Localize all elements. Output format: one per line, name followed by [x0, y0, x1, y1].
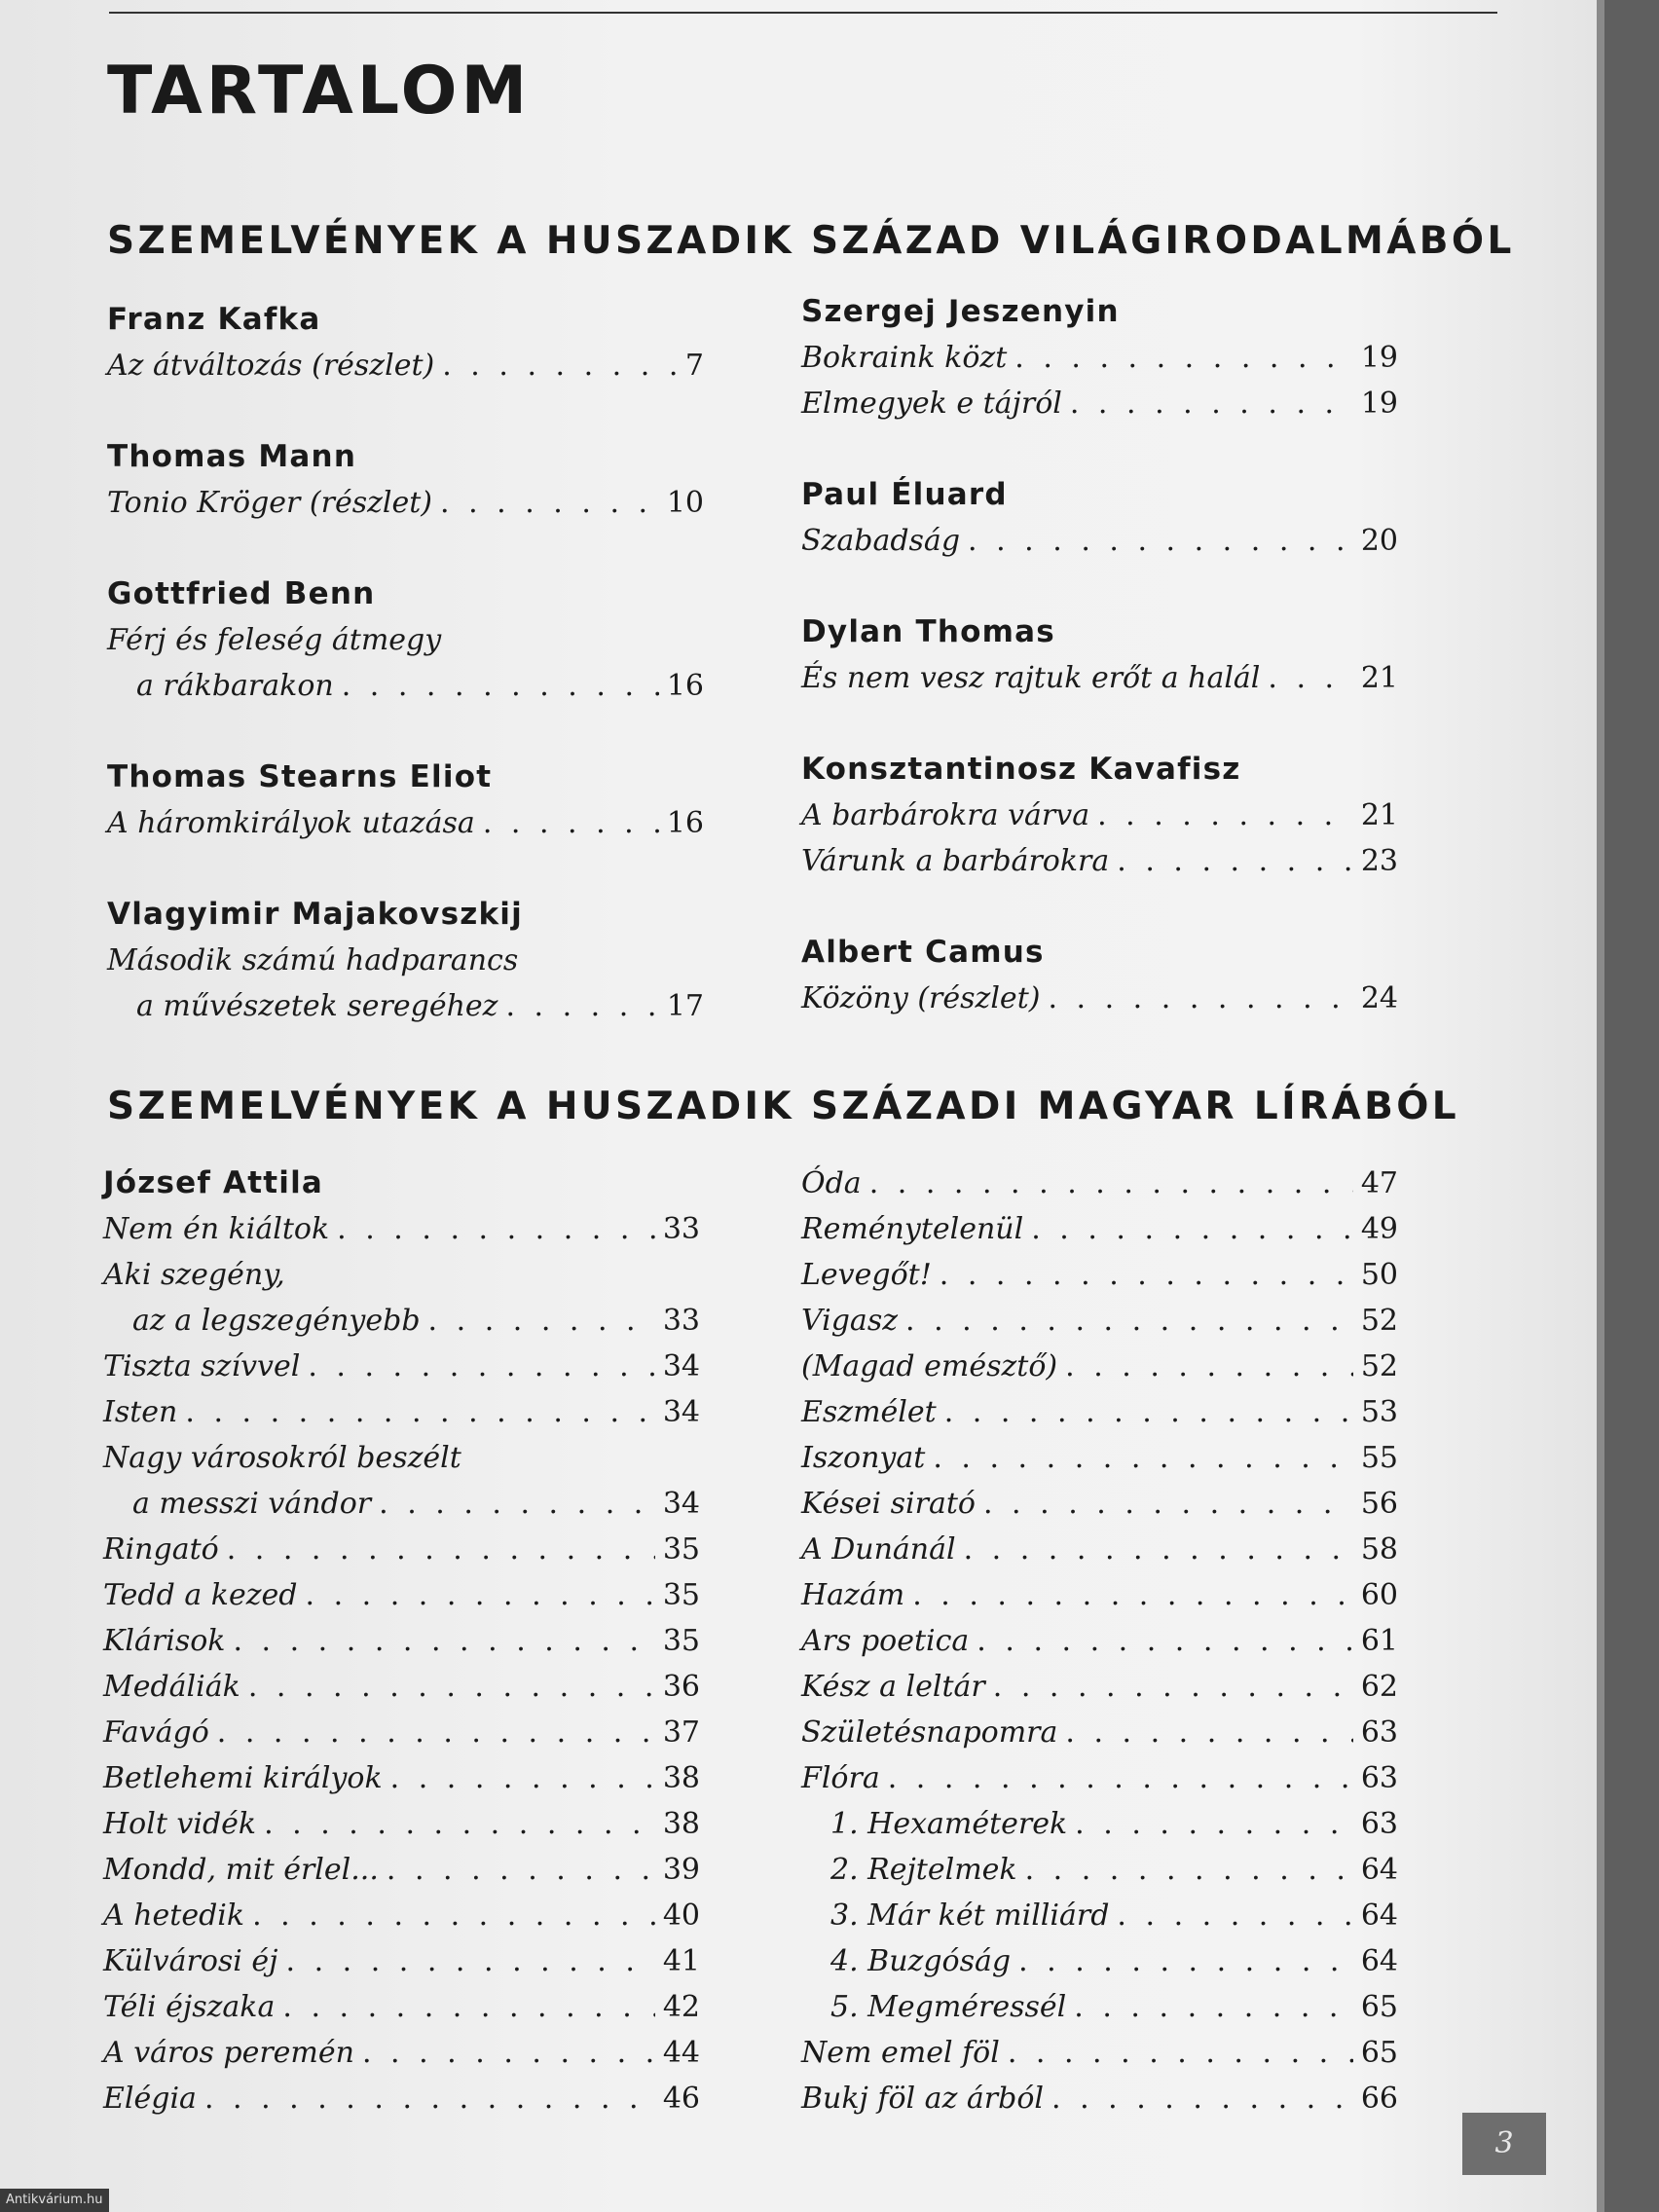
leader-dots: [442, 343, 678, 388]
entry-title: Eszmélet: [801, 1395, 937, 1429]
entry-page: 65: [1360, 1990, 1398, 2024]
entry-page: 40: [662, 1899, 700, 1933]
leader-dots: [1051, 2076, 1353, 2121]
leader-dots: [1117, 1893, 1352, 1938]
leader-dots: [1097, 793, 1353, 838]
toc-entry: [801, 1389, 1398, 1435]
entry-page: 56: [1360, 1487, 1398, 1521]
entry-page: 47: [1360, 1166, 1398, 1200]
leader-dots: [1070, 381, 1353, 426]
spacer: [801, 701, 1398, 747]
entry-title: A barbárokra várva: [801, 798, 1090, 832]
toc-entry: [103, 1298, 700, 1344]
toc-entry: [801, 838, 1398, 884]
toc-entry: [801, 1344, 1398, 1389]
author-name: Vlagyimir Majakovszkij: [107, 897, 523, 932]
entry-page: 61: [1360, 1624, 1398, 1658]
entry-title: Reménytelenül: [801, 1212, 1024, 1246]
entry-page: 33: [662, 1304, 700, 1338]
toc-entry: [801, 381, 1398, 426]
leader-dots: [342, 663, 659, 709]
spacer: [107, 846, 704, 892]
leader-dots: [252, 1893, 655, 1938]
toc-entry: [103, 1481, 700, 1527]
toc-entry: [103, 1572, 700, 1618]
toc-entry: [103, 1984, 700, 2030]
entry-title: Nagy városokról beszélt: [103, 1441, 461, 1475]
leader-dots: [964, 1527, 1353, 1572]
entry-title: A Dunánál: [801, 1532, 956, 1567]
toc-entry: [801, 1206, 1398, 1252]
toc-entry: [107, 343, 704, 388]
author-name: József Attila: [103, 1165, 324, 1200]
toc-entry: [801, 1801, 1398, 1847]
entry-page: 44: [662, 2036, 700, 2070]
entry-page: 36: [662, 1670, 700, 1704]
entry-title: Téli éjszaka: [103, 1990, 276, 2024]
toc-entry: [103, 1755, 700, 1801]
entry-page: 64: [1360, 1899, 1398, 1933]
entry-page: 19: [1360, 341, 1398, 375]
entry-title: A hetedik: [103, 1899, 245, 1933]
leader-dots: [944, 1389, 1353, 1435]
author-name: Paul Éluard: [801, 477, 1008, 512]
entry-title: Klárisok: [103, 1624, 226, 1658]
leader-dots: [983, 1481, 1353, 1527]
entry-title: Medáliák: [103, 1670, 240, 1704]
entry-title: És nem vesz rajtuk erőt a halál: [801, 661, 1261, 695]
toc-entry: [801, 793, 1398, 838]
entry-page: 37: [662, 1715, 700, 1750]
entry-page: 39: [662, 1853, 700, 1887]
toc-entry: [103, 1389, 700, 1435]
author-name: Gottfried Benn: [107, 576, 376, 611]
toc-entry: [103, 1938, 700, 1984]
entry-page: 17: [666, 989, 704, 1023]
entry-title: A háromkirályok utazása: [107, 806, 475, 840]
leader-dots: [968, 518, 1353, 564]
leader-dots: [1268, 655, 1352, 701]
leader-dots: [933, 1435, 1352, 1481]
leader-dots: [185, 1389, 654, 1435]
leader-dots: [888, 1755, 1353, 1801]
section-heading-hungarian-lyric: SZEMELVÉNYEK A HUSZADIK SZÁZADI MAGYAR LÍRÁBÓL: [107, 1085, 1460, 1128]
entry-page: 53: [1360, 1395, 1398, 1429]
page-number: 3: [1462, 2113, 1546, 2175]
leader-dots: [1014, 335, 1353, 381]
toc-entry: [801, 2076, 1398, 2121]
entry-page: 58: [1360, 1532, 1398, 1567]
leader-dots: [282, 1984, 654, 2030]
top-rule: [109, 12, 1497, 14]
entry-title: 3. Már két milliárd: [830, 1899, 1110, 1933]
toc-entry: [103, 1618, 700, 1664]
leader-dots: [337, 1206, 655, 1252]
entry-page: 63: [1360, 1761, 1398, 1795]
toc-entry: [801, 1298, 1398, 1344]
entry-title: Várunk a barbárokra: [801, 844, 1110, 878]
leader-dots: [308, 1344, 654, 1389]
entry-title: Nem emel föl: [801, 2036, 1000, 2070]
entry-page: 35: [662, 1578, 700, 1612]
toc-entry: [801, 1984, 1398, 2030]
entry-page: 21: [1360, 798, 1398, 832]
entry-title: Mondd, mit érlel...: [103, 1853, 379, 1887]
toc-entry: [801, 655, 1398, 701]
leader-dots: [1018, 1938, 1353, 1984]
toc-entry: [801, 335, 1398, 381]
leader-dots: [1048, 976, 1352, 1021]
leader-dots: [905, 1298, 1353, 1344]
entry-page: 16: [666, 806, 704, 840]
leader-dots: [227, 1527, 655, 1572]
entry-title: Aki szegény,: [103, 1258, 285, 1292]
entry-page: 49: [1360, 1212, 1398, 1246]
entry-title: Holt vidék: [103, 1807, 257, 1841]
entry-title: 4. Buzgóság: [830, 1944, 1012, 1978]
leader-dots: [440, 480, 659, 526]
leader-dots: [1065, 1344, 1353, 1389]
toc-entry: [801, 1252, 1398, 1298]
leader-dots: [286, 1938, 655, 1984]
toc-entry: [801, 1527, 1398, 1572]
entry-title: Az átváltozás (részlet): [107, 349, 435, 383]
entry-page: 34: [662, 1395, 700, 1429]
toc-entry: [801, 1710, 1398, 1755]
entry-title: Levegőt!: [801, 1258, 932, 1292]
leader-dots: [977, 1618, 1353, 1664]
spacer: [107, 526, 704, 571]
leader-dots: [379, 1481, 655, 1527]
entry-title: 2. Rejtelmek: [830, 1853, 1017, 1887]
spacer: [801, 884, 1398, 930]
entry-page: 34: [662, 1349, 700, 1383]
entry-page: 64: [1360, 1853, 1398, 1887]
leader-dots: [428, 1298, 655, 1344]
leader-dots: [362, 2030, 655, 2076]
entry-title: Férj és feleség átmegy: [107, 623, 442, 657]
toc-entry: [103, 2030, 700, 2076]
toc-entry: [801, 1938, 1398, 1984]
leader-dots: [912, 1572, 1353, 1618]
entry-page: 10: [666, 486, 704, 520]
entry-title: Bukj föl az árból: [801, 2082, 1044, 2116]
leader-dots: [1075, 1801, 1353, 1847]
toc-entry: [801, 1618, 1398, 1664]
entry-page: 38: [662, 1761, 700, 1795]
entry-title: A város peremén: [103, 2036, 354, 2070]
spacer: [107, 709, 704, 755]
entry-page: 34: [662, 1487, 700, 1521]
leader-dots: [264, 1801, 655, 1847]
entry-title: Flóra: [801, 1761, 880, 1795]
entry-page: 7: [684, 349, 704, 383]
leader-dots: [1065, 1710, 1352, 1755]
entry-page: 52: [1360, 1304, 1398, 1338]
leader-dots: [505, 983, 658, 1029]
entry-title: Elmegyek e tájról: [801, 387, 1062, 421]
toc-entry: [107, 800, 704, 846]
leader-dots: [233, 1618, 654, 1664]
entry-page: 24: [1360, 981, 1398, 1015]
toc-entry: [801, 1435, 1398, 1481]
entry-title: a messzi vándor: [132, 1487, 372, 1521]
entry-title: Ringató: [103, 1532, 219, 1567]
spacer: [801, 426, 1398, 472]
toc-entry: [801, 2030, 1398, 2076]
entry-title: Ars poetica: [801, 1624, 970, 1658]
spacer: [801, 564, 1398, 609]
toc-entry: [801, 1893, 1398, 1938]
entry-page: 38: [662, 1807, 700, 1841]
leader-dots: [1031, 1206, 1353, 1252]
entry-title: az a legszegényebb: [132, 1304, 421, 1338]
entry-title: 1. Hexaméterek: [830, 1807, 1068, 1841]
leader-dots: [248, 1664, 655, 1710]
author-name: Dylan Thomas: [801, 614, 1055, 649]
toc-entry: [801, 1755, 1398, 1801]
leader-dots: [217, 1710, 655, 1755]
leader-dots: [940, 1252, 1353, 1298]
spacer: [107, 388, 704, 434]
entry-page: 20: [1360, 524, 1398, 558]
leader-dots: [1074, 1984, 1353, 2030]
entry-page: 50: [1360, 1258, 1398, 1292]
entry-page: 55: [1360, 1441, 1398, 1475]
entry-page: 60: [1360, 1578, 1398, 1612]
toc-entry: [103, 1206, 700, 1252]
section2-right-column: [801, 1161, 1398, 2121]
leader-dots: [1008, 2030, 1353, 2076]
entry-page: 46: [662, 2082, 700, 2116]
entry-page: 35: [662, 1624, 700, 1658]
toc-entry: [103, 1664, 700, 1710]
entry-page: 62: [1360, 1670, 1398, 1704]
toc-entry: [801, 518, 1398, 564]
entry-title: Betlehemi királyok: [103, 1761, 383, 1795]
entry-title: (Magad emésztő): [801, 1349, 1058, 1383]
entry-page: 63: [1360, 1807, 1398, 1841]
entry-title: Hazám: [801, 1578, 905, 1612]
entry-title: Nem én kiáltok: [103, 1212, 330, 1246]
entry-title: Születésnapomra: [801, 1715, 1058, 1750]
leader-dots: [1117, 838, 1353, 884]
entry-title: Óda: [801, 1166, 862, 1200]
entry-page: 41: [662, 1944, 700, 1978]
entry-title: Szabadság: [801, 524, 961, 558]
entry-title: 5. Megméressél: [830, 1990, 1067, 2024]
leader-dots: [390, 1755, 655, 1801]
entry-title: Elégia: [103, 2082, 197, 2116]
leader-dots: [1025, 1847, 1353, 1893]
entry-title: a művészetek seregéhez: [136, 989, 498, 1023]
toc-entry: [103, 1893, 700, 1938]
entry-title: Tedd a kezed: [103, 1578, 298, 1612]
section1-left-column: [107, 297, 704, 1029]
entry-title: Iszonyat: [801, 1441, 926, 1475]
leader-dots: [993, 1664, 1353, 1710]
section-heading-world-literature: SZEMELVÉNYEK A HUSZADIK SZÁZAD VILÁGIRODALMÁBÓL: [107, 219, 1515, 263]
entry-page: 35: [662, 1532, 700, 1567]
section1-right-column: [801, 289, 1398, 1021]
page-title: TARTALOM: [107, 53, 532, 129]
toc-entry: [103, 1344, 700, 1389]
entry-page: 16: [666, 669, 704, 703]
entry-title: a rákbarakon: [136, 669, 334, 703]
entry-title: Kései sirató: [801, 1487, 976, 1521]
toc-entry: [103, 1801, 700, 1847]
entry-title: Favágó: [103, 1715, 209, 1750]
toc-entry: [801, 1572, 1398, 1618]
toc-entry: [107, 480, 704, 526]
toc-entry: [103, 1847, 700, 1893]
entry-title: Közöny (részlet): [801, 981, 1041, 1015]
toc-entry: [801, 976, 1398, 1021]
section2-left-column: [103, 1161, 700, 2121]
entry-page: 66: [1360, 2082, 1398, 2116]
toc-entry: [107, 663, 704, 709]
toc-entry: [801, 1664, 1398, 1710]
adjacent-page-edge: [1597, 0, 1659, 2212]
entry-title: Külvárosi éj: [103, 1944, 278, 1978]
entry-title: Bokraink közt: [801, 341, 1008, 375]
leader-dots: [869, 1161, 1353, 1206]
entry-title: Vigasz: [801, 1304, 899, 1338]
author-name: Thomas Mann: [107, 439, 357, 474]
entry-page: 33: [662, 1212, 700, 1246]
entry-page: 19: [1360, 387, 1398, 421]
toc-entry: [103, 1527, 700, 1572]
entry-page: 42: [662, 1990, 700, 2024]
author-name: Albert Camus: [801, 935, 1045, 970]
toc-entry: [801, 1161, 1398, 1206]
entry-page: 23: [1360, 844, 1398, 878]
entry-title: Tonio Kröger (részlet): [107, 486, 433, 520]
entry-page: 63: [1360, 1715, 1398, 1750]
entry-page: 21: [1360, 661, 1398, 695]
entry-page: 64: [1360, 1944, 1398, 1978]
leader-dots: [387, 1847, 655, 1893]
toc-entry: [801, 1847, 1398, 1893]
leader-dots: [306, 1572, 655, 1618]
toc-entry: [103, 2076, 700, 2121]
author-name: Franz Kafka: [107, 302, 321, 337]
toc-entry: [103, 1710, 700, 1755]
entry-title: Második számú hadparancs: [107, 943, 519, 977]
leader-dots: [483, 800, 659, 846]
entry-title: Kész a leltár: [801, 1670, 985, 1704]
toc-entry: [107, 983, 704, 1029]
author-name: Thomas Stearns Eliot: [107, 759, 493, 794]
entry-page: 52: [1360, 1349, 1398, 1383]
watermark: Antikvárium.hu: [0, 2189, 109, 2212]
author-name: Konsztantinosz Kavafisz: [801, 752, 1241, 787]
entry-title: Isten: [103, 1395, 178, 1429]
leader-dots: [204, 2076, 655, 2121]
entry-page: 65: [1360, 2036, 1398, 2070]
toc-entry: [801, 1481, 1398, 1527]
author-name: Szergej Jeszenyin: [801, 294, 1120, 329]
entry-title: Tiszta szívvel: [103, 1349, 301, 1383]
